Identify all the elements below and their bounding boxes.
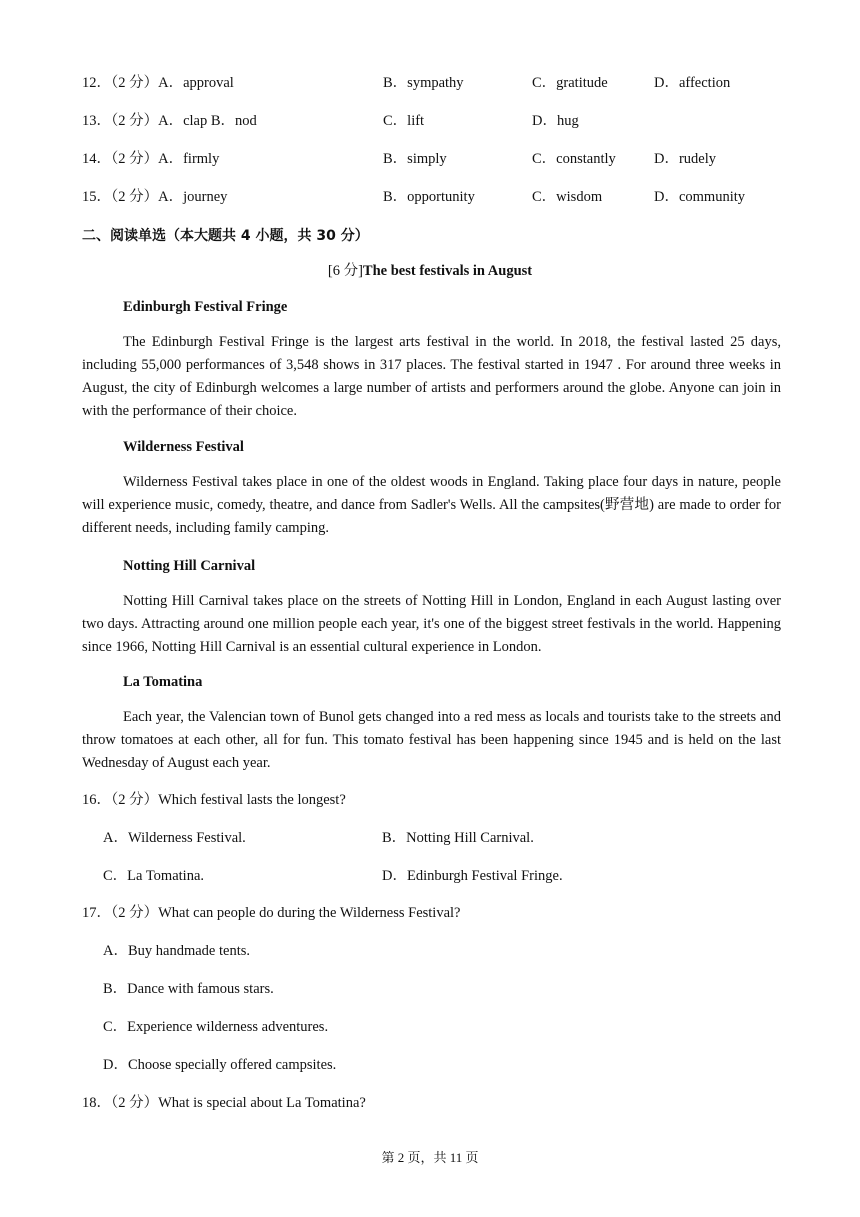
option-c: C．constantly — [532, 151, 616, 167]
option-c: C．lift — [383, 113, 425, 129]
option-a: A．Buy handmade tents. — [103, 943, 250, 959]
question-16-stem: 16．（2 分）Which festival lasts the longest? — [82, 792, 346, 808]
option-b: B．Dance with famous stars. — [103, 981, 274, 997]
festival-paragraph: Wilderness Festival takes place in one of the oldest woods in England. Taking place four days in nature, people will experience music, comedy, theatre, and dance from Sadler's Wells. All the campsites(野营地) are made to order for different needs, including family camping. — [82, 474, 781, 536]
option-c: C．wisdom — [532, 189, 603, 205]
passage-title-text: The best festivals in August — [362, 263, 533, 279]
question-stem: 13．（2 分）A．clap B．nod — [82, 113, 257, 129]
option-c: C．La Tomatina. — [103, 868, 205, 884]
festival-paragraph: Notting Hill Carnival takes place on the streets of Notting Hill in London, England in each August lasting over two days. Attracting around one million people each year, it's one of the biggest street festivals in the world. Happening since 1966, Notting Hill Carnival is an essential cultural experience in London. — [82, 593, 781, 655]
option-b: B．sympathy — [383, 75, 464, 91]
option-d: D．Edinburgh Festival Fringe. — [382, 868, 563, 884]
festival-heading: Notting Hill Carnival — [123, 558, 256, 574]
festival-heading: Edinburgh Festival Fringe — [123, 299, 288, 315]
question-stem: 15．（2 分）A．journey — [82, 189, 228, 205]
option-d: D．Choose specially offered campsites. — [103, 1057, 337, 1073]
option-a: A．Wilderness Festival. — [103, 830, 246, 846]
option-d: D．rudely — [654, 151, 717, 167]
question-13 — [82, 111, 782, 131]
question-15 — [82, 187, 782, 207]
option-d: D．hug — [532, 113, 579, 129]
question-12 — [82, 73, 782, 93]
passage-points: [6 分] — [327, 263, 363, 279]
option-b: B．Notting Hill Carnival. — [382, 830, 534, 846]
question-stem: 12．（2 分）A．approval — [82, 75, 234, 91]
option-b: B．opportunity — [383, 189, 475, 205]
festival-heading: Wilderness Festival — [123, 439, 244, 455]
question-14 — [82, 149, 782, 169]
festival-paragraph: The Edinburgh Festival Fringe is the largest arts festival in the world. In 2018, the festival lasted 25 days, including 55,000 performances of 3,548 shows in 317 places. The festival started in 1947 . For around three weeks in August, the city of Edinburgh welcomes a large number of artists and performers around the globe. Anyone can join in with the performance of their choice. — [82, 334, 781, 419]
option-c: C．gratitude — [532, 75, 608, 91]
option-d: D．affection — [654, 75, 731, 91]
question-18-stem: 18．（2 分）What is special about La Tomatina? — [82, 1095, 366, 1111]
festival-paragraph: Each year, the Valencian town of Bunol gets changed into a red mess as locals and tourists take to the streets and throw tomatoes at each other, all for fun. This tomato festival has been happening since 1945 and is held on the last Wednesday of August each year. — [82, 709, 781, 771]
option-b: B．simply — [383, 151, 447, 167]
question-17-stem: 17．（2 分）What can people do during the Wilderness Festival? — [82, 905, 461, 921]
page-footer: 第 2 页，共 11 页 — [381, 1150, 479, 1165]
option-d: D．community — [654, 189, 746, 205]
festival-heading: La Tomatina — [123, 674, 203, 690]
question-stem: 14．（2 分）A．firmly — [82, 151, 220, 167]
option-c: C．Experience wilderness adventures. — [103, 1019, 329, 1035]
passage-title — [0, 261, 860, 281]
section-title: 二、阅读单选（本大题共 4 小题，共 30 分） — [82, 228, 369, 244]
